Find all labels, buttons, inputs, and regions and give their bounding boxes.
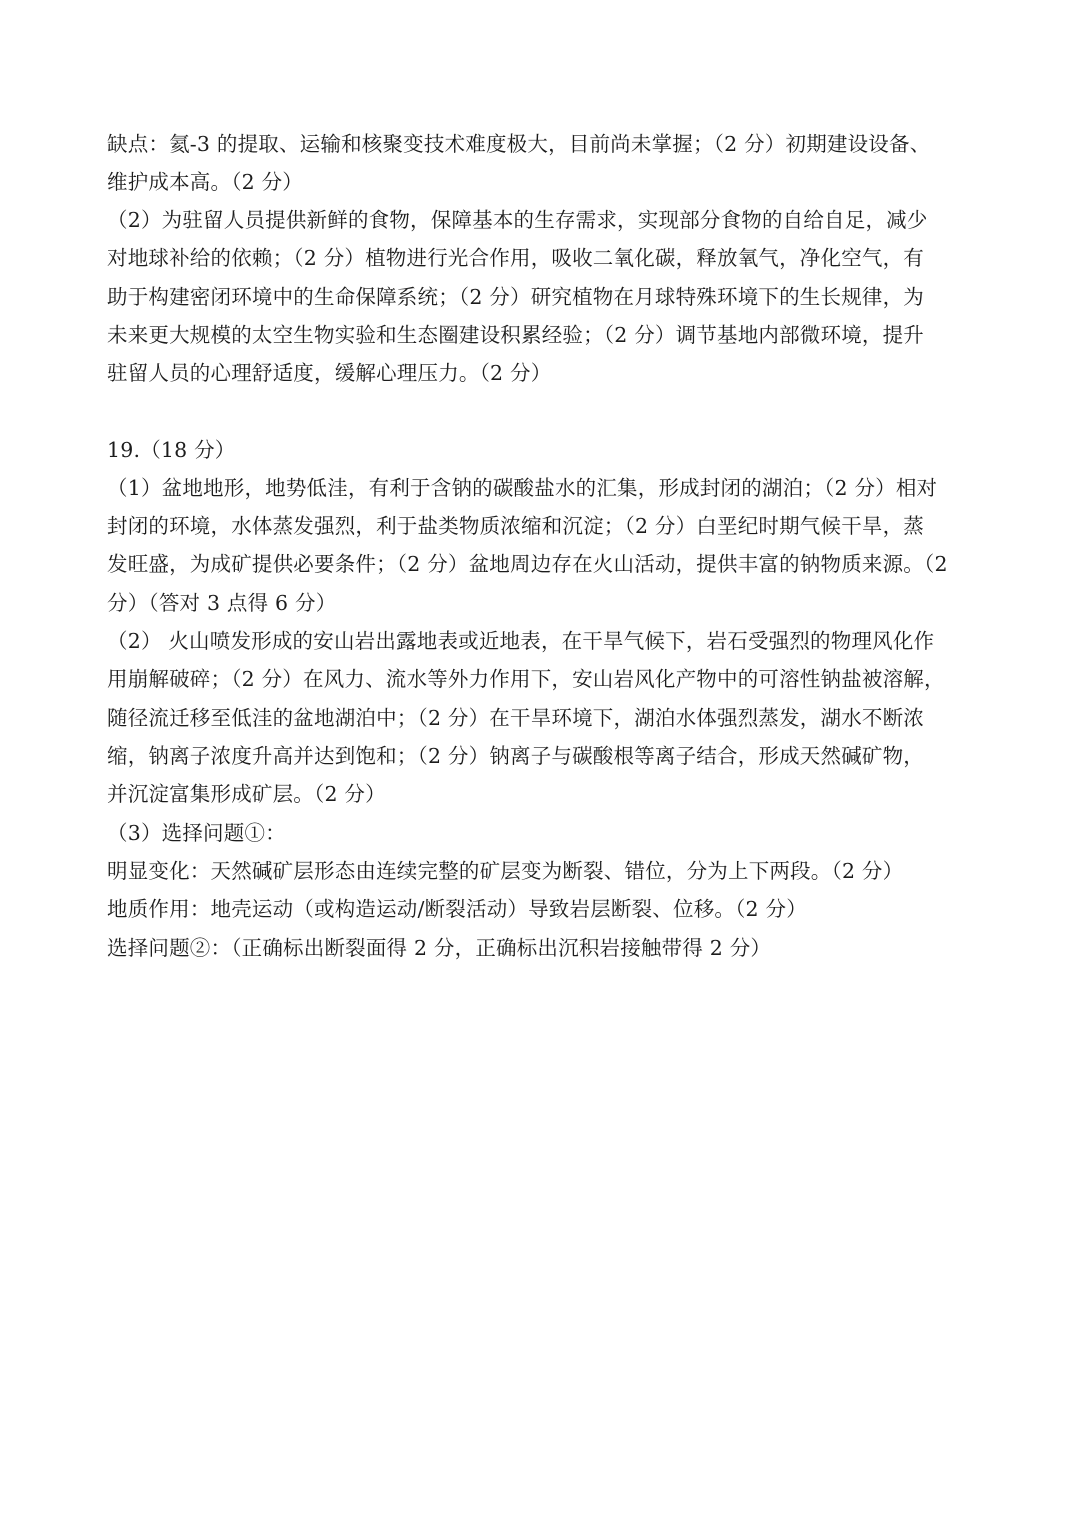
text-line: 封闭的环境，水体蒸发强烈，利于盐类物质浓缩和沉淀；（2 分）白垩纪时期气候干旱，蒸 [107, 514, 925, 538]
text-line: （3）选择问题①： [107, 821, 286, 845]
text-line: 选择问题②：（正确标出断裂面得 2 分，正确标出沉积岩接触带得 2 分） [107, 936, 772, 960]
text-line: （2）为驻留人员提供新鲜的食物，保障基本的生存需求，实现部分食物的自给自足，减少 [107, 208, 928, 232]
text-line: （1）盆地地形，地势低洼，有利于含钠的碳酸盐水的汇集，形成封闭的湖泊；（2 分）相对 [107, 476, 938, 500]
text-line: 维护成本高。（2 分） [107, 170, 304, 194]
text-line: 未来更大规模的太空生物实验和生态圈建设积累经验；（2 分）调节基地内部微环境，提升 [107, 323, 925, 347]
text-line: 分）（答对 3 点得 6 分） [107, 591, 337, 615]
text-line: 并沉淀富集形成矿层。（2 分） [107, 782, 386, 806]
text-line: （2） 火山喷发形成的安山岩出露地表或近地表，在干旱气候下，岩石受强烈的物理风化作 [107, 629, 935, 653]
text-line: 缩，钠离子浓度升高并达到饱和；（2 分）钠离子与碳酸根等离子结合，形成天然碱矿物， [107, 744, 925, 768]
text-line: 明显变化：天然碱矿层形态由连续完整的矿层变为断裂、错位，分为上下两段。（2 分） [107, 859, 904, 883]
text-line: 随径流迁移至低洼的盆地湖泊中；（2 分）在干旱环境下，湖泊水体强烈蒸发，湖水不断浓 [107, 706, 925, 730]
text-line: 用崩解破碎；（2 分）在风力、流水等外力作用下，安山岩风化产物中的可溶性钠盐被溶解， [107, 667, 945, 691]
text-line: 驻留人员的心理舒适度，缓解心理压力。（2 分） [107, 361, 552, 385]
text-line: 发旺盛，为成矿提供必要条件；（2 分）盆地周边存在火山活动，提供丰富的钠物质来源。（2 [107, 552, 948, 576]
text-line: 地质作用：地壳运动（或构造运动/断裂活动）导致岩层断裂、位移。（2 分） [107, 897, 807, 921]
text-line: 缺点：氦-3 的提取、运输和核聚变技术难度极大，目前尚未掌握；（2 分）初期建设设备、 [107, 132, 931, 156]
text-line: 对地球补给的依赖；（2 分）植物进行光合作用，吸收二氧化碳，释放氧气，净化空气，有 [107, 246, 925, 270]
text-line: 助于构建密闭环境中的生命保障系统；（2 分）研究植物在月球特殊环境下的生长规律，为 [107, 285, 925, 309]
question-heading: 19.（18 分） [107, 438, 236, 462]
